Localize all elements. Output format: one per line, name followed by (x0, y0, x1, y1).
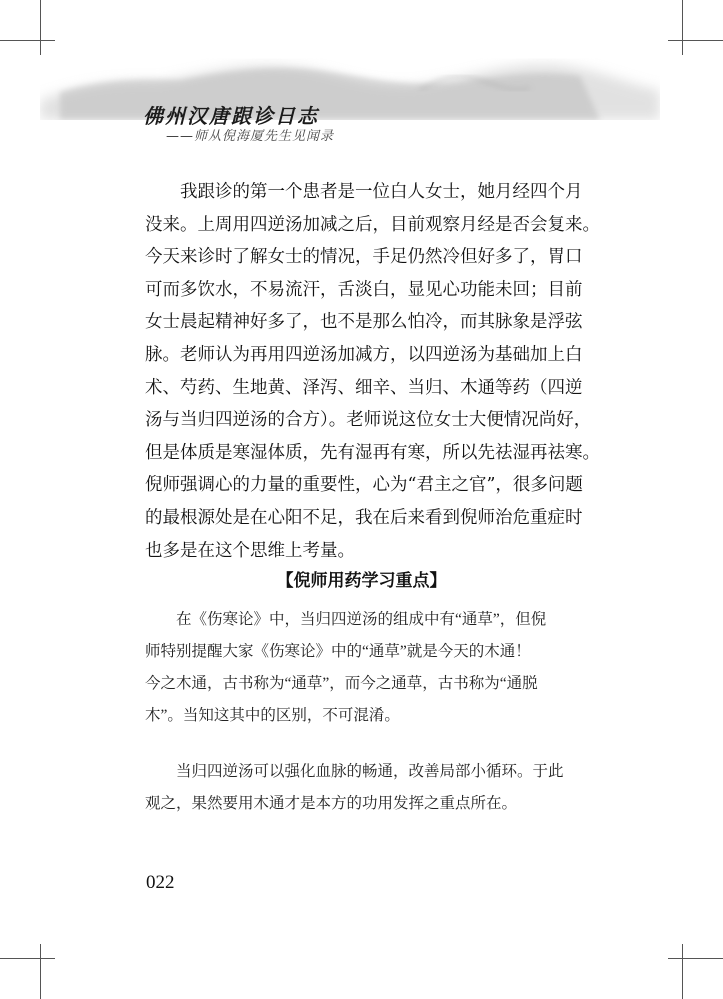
ink-wash-mountains-decoration (40, 30, 660, 120)
note-paragraph-2 (145, 756, 595, 820)
text-line: 汤与当归四逆汤的合方）。老师说这位女士大便情况尚好， (145, 410, 592, 431)
note-paragraph-1 (145, 604, 595, 732)
text-line: 术、芍药、生地黄、泽泻、细辛、当归、木通等药（四逆 (145, 377, 583, 398)
text-line: 观之，果然要用木通才是本方的功用发挥之重点所在。 (145, 795, 518, 812)
text-line: 可而多饮水，不易流汗，舌淡白，显见心功能未回；目前 (145, 279, 583, 300)
text-line: 今之木通，古书称为“通草”，而今之通草，古书称为“通脱 (145, 675, 538, 692)
text-line: 当归四逆汤可以强化血脉的畅通，改善局部小循环。于此 (145, 763, 564, 780)
page-number: 022 (146, 872, 175, 893)
crop-mark-top-right-v (682, 0, 683, 55)
text-line: 女士晨起精神好多了，也不是那么怕冷，而其脉象是浮弦 (145, 312, 583, 333)
crop-mark-bottom-right-v (682, 944, 683, 999)
main-paragraph (145, 176, 600, 567)
text-line: 我跟诊的第一个患者是一位白人女士，她月经四个月 (145, 182, 583, 202)
section-heading: 【倪师用药学习重点】 (276, 571, 447, 591)
text-line: 也多是在这个思维上考量。 (145, 540, 355, 561)
crop-mark-bottom-left-v (40, 944, 41, 999)
running-header-subtitle: ——师从倪海厦先生见闻录 (166, 129, 335, 144)
crop-mark-top-right-h (668, 40, 723, 41)
text-line: 但是体质是寒湿体质，先有湿再有寒，所以先祛湿再祛寒。 (145, 442, 600, 463)
running-header-title: 佛州汉唐跟诊日志 (143, 104, 319, 128)
text-line: 脉。老师认为再用四逆汤加减方，以四逆汤为基础加上白 (145, 344, 583, 365)
text-line: 倪师强调心的力量的重要性，心为“君主之官”，很多问题 (145, 475, 583, 496)
text-line: 的最根源处是在心阳不足，我在后来看到倪师治危重症时 (145, 507, 583, 528)
text-line: 木”。当知这其中的区别，不可混淆。 (145, 707, 400, 724)
crop-mark-bottom-right-h (668, 958, 723, 959)
text-line: 没来。上周用四逆汤加减之后，目前观察月经是否会复来。 (145, 214, 600, 235)
crop-mark-bottom-left-h (0, 958, 55, 959)
text-line: 今天来诊时了解女士的情况，手足仍然冷但好多了，胃口 (145, 247, 583, 268)
text-line: 在《伤寒论》中，当归四逆汤的组成中有“通草”，但倪 (145, 611, 547, 628)
text-line: 师特别提醒大家《伤寒论》中的“通草”就是今天的木通！ (145, 643, 531, 660)
